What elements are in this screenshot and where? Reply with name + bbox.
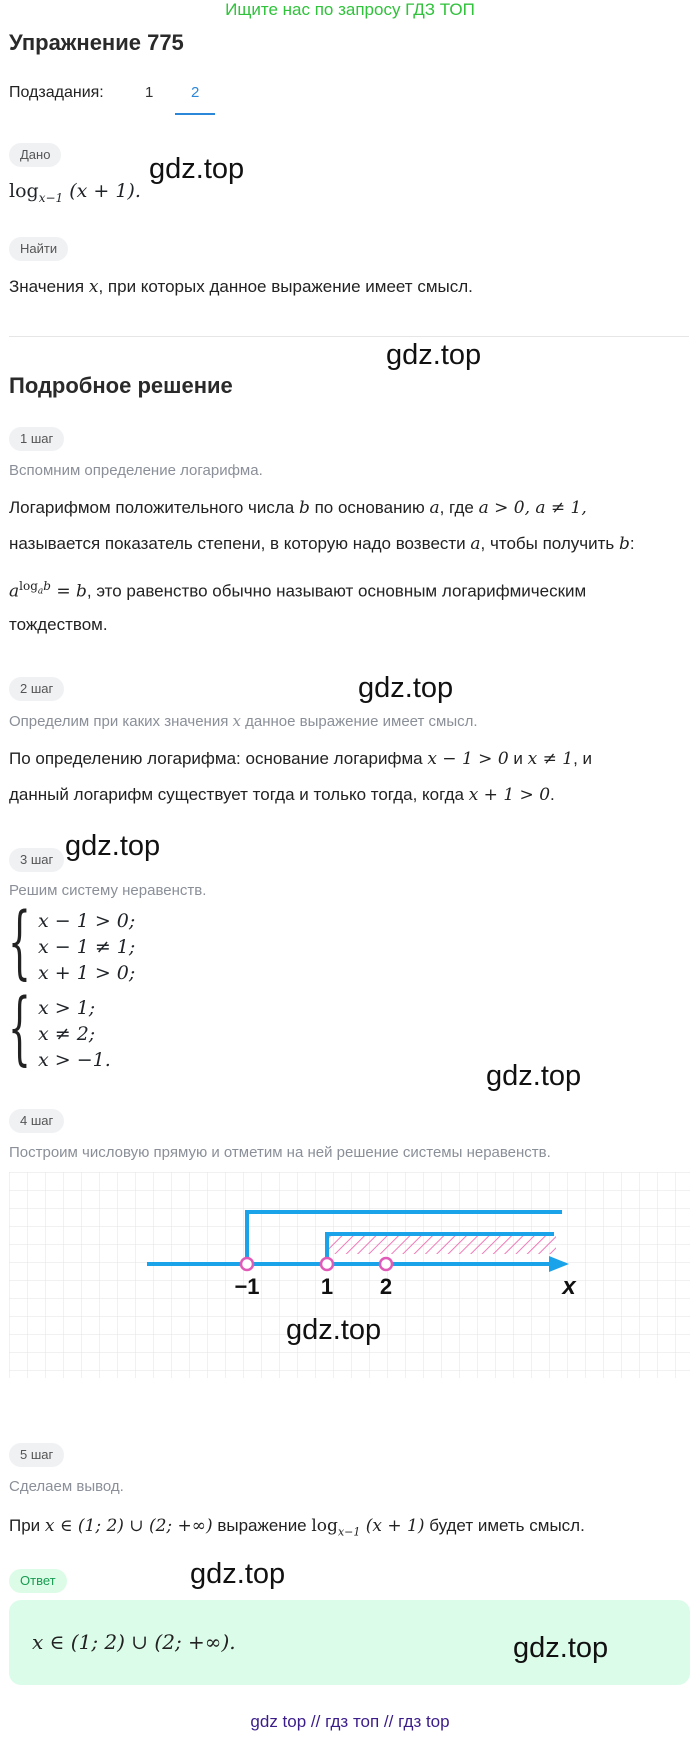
inequality: x ≠ 2; (38, 1023, 96, 1045)
identity-supb: b (43, 579, 51, 593)
answer-text: x ∈ (1; 2) ∪ (2; +∞). (32, 1630, 236, 1654)
condition: a > 0, a ≠ 1, (478, 498, 587, 518)
watermark: gdz.top (486, 1060, 582, 1092)
solution-title: Подробное решение (9, 373, 233, 398)
step2-pill: 2 шаг (9, 677, 64, 701)
identity-eq: = b (50, 581, 87, 602)
text: Определим при каких значения (9, 713, 233, 730)
text: данный логарифм существует тогда и только тогда, когда (9, 785, 469, 804)
step2-line2 (9, 784, 555, 806)
text: данное выражение имеет смысл. (240, 713, 478, 730)
step5-conclusion (9, 1515, 585, 1543)
text: , чтобы получить (480, 534, 620, 553)
step5-pill: 5 шаг (9, 1443, 64, 1467)
step2-muted (9, 712, 478, 730)
step3-pill: 3 шаг (9, 848, 64, 872)
watermark: gdz.top (386, 339, 482, 371)
identity-sub: a (37, 586, 44, 597)
find-pill: Найти (9, 237, 68, 261)
text: и (508, 749, 528, 768)
identity-base: a (9, 581, 20, 602)
system2 (38, 995, 111, 1073)
inequality: x + 1 > 0; (38, 962, 136, 984)
tab-subtask-1[interactable]: 1 (145, 84, 154, 101)
watermark: gdz.top (358, 672, 454, 704)
text: : (629, 534, 635, 553)
inequality: x > 1; (38, 997, 96, 1019)
condition: x + 1 > 0 (468, 785, 551, 805)
active-tab-indicator (175, 113, 215, 115)
text: По определению логарифма: основание логарифма (9, 749, 428, 768)
var-a: a (429, 498, 440, 518)
text: , и (573, 749, 593, 768)
text: называется показатель степени, в которую надо возвести (9, 534, 471, 553)
axis-label-1: 1 (320, 1274, 334, 1299)
text: При (9, 1516, 45, 1535)
subtasks-label: Подзадания: (9, 84, 104, 101)
step1-line2 (9, 533, 635, 555)
text: выражение (212, 1516, 312, 1535)
step1-line4: тождеством. (9, 615, 108, 634)
text: , это равенство обычно называют основным логарифмическим (86, 581, 587, 601)
find-var: x (88, 277, 99, 297)
watermark: gdz.top (286, 1314, 382, 1346)
step3-muted: Решим систему неравенств. (9, 882, 207, 899)
log: log (311, 1516, 338, 1536)
condition: x ≠ 1 (527, 749, 574, 769)
given-arg: (x + 1). (69, 180, 141, 202)
find-text-pre: Значения (9, 277, 89, 296)
given-log: log (9, 180, 39, 202)
text: . (550, 785, 555, 804)
answer-pill: Ответ (9, 1569, 67, 1593)
axis-variable-label: x (562, 1273, 576, 1300)
text: по основанию (309, 498, 430, 517)
var-x: x (232, 712, 241, 730)
watermark: gdz.top (513, 1632, 609, 1664)
var-a: a (470, 534, 481, 554)
step1-line3 (9, 575, 586, 603)
step2-line1 (9, 748, 592, 770)
step4-muted: Построим числовую прямую и отметим на ней решение системы неравенств. (9, 1144, 551, 1161)
find-text (9, 276, 473, 298)
given-base: x−1 (38, 190, 64, 205)
step1-muted: Вспомним определение логарифма. (9, 462, 263, 479)
text: Логарифмом положительного числа (9, 498, 299, 517)
inequality: x − 1 > 0; (38, 910, 136, 932)
text: будет иметь смысл. (424, 1516, 585, 1535)
axis-label-minus1: −1 (234, 1274, 260, 1299)
step1-line1 (9, 497, 587, 519)
point-2 (380, 1258, 392, 1270)
system-brace: { (8, 981, 31, 1074)
given-pill: Дано (9, 143, 61, 167)
inequality: x > −1. (38, 1049, 111, 1071)
step5-muted: Сделаем вывод. (9, 1478, 124, 1495)
watermark: gdz.top (190, 1558, 286, 1590)
solution-hatch (329, 1234, 556, 1254)
log-arg: (x + 1) (360, 1516, 425, 1536)
watermark: gdz.top (149, 153, 245, 185)
page-title: Упражнение 775 (9, 30, 184, 55)
system-brace: { (8, 895, 31, 988)
inequality: x − 1 ≠ 1; (38, 936, 136, 958)
point-minus1 (241, 1258, 253, 1270)
step4-pill: 4 шаг (9, 1109, 64, 1133)
log-base: x−1 (337, 1525, 361, 1539)
point-1 (321, 1258, 333, 1270)
var-b: b (619, 534, 630, 554)
solution-set: x ∈ (1; 2) ∪ (2; +∞) (44, 1516, 213, 1536)
var-b: b (298, 498, 310, 518)
find-text-post: , при которых данное выражение имеет смысл. (98, 277, 473, 296)
tab-subtask-2[interactable]: 2 (191, 84, 200, 101)
given-expression (9, 180, 141, 205)
top-banner: Ищите нас по запросу ГДЗ ТОП (225, 0, 475, 19)
axis-label-2: 2 (379, 1274, 393, 1299)
section-divider (9, 336, 689, 337)
step1-pill: 1 шаг (9, 427, 64, 451)
text: , где (439, 498, 479, 517)
footer-links[interactable]: gdz top // гдз топ // гдз top (250, 1712, 450, 1731)
identity-log: log (19, 579, 38, 593)
watermark: gdz.top (65, 830, 161, 862)
condition: x − 1 > 0 (427, 749, 509, 769)
grid-background (9, 1172, 690, 1378)
system1 (38, 908, 135, 986)
number-line-figure (9, 1172, 690, 1378)
